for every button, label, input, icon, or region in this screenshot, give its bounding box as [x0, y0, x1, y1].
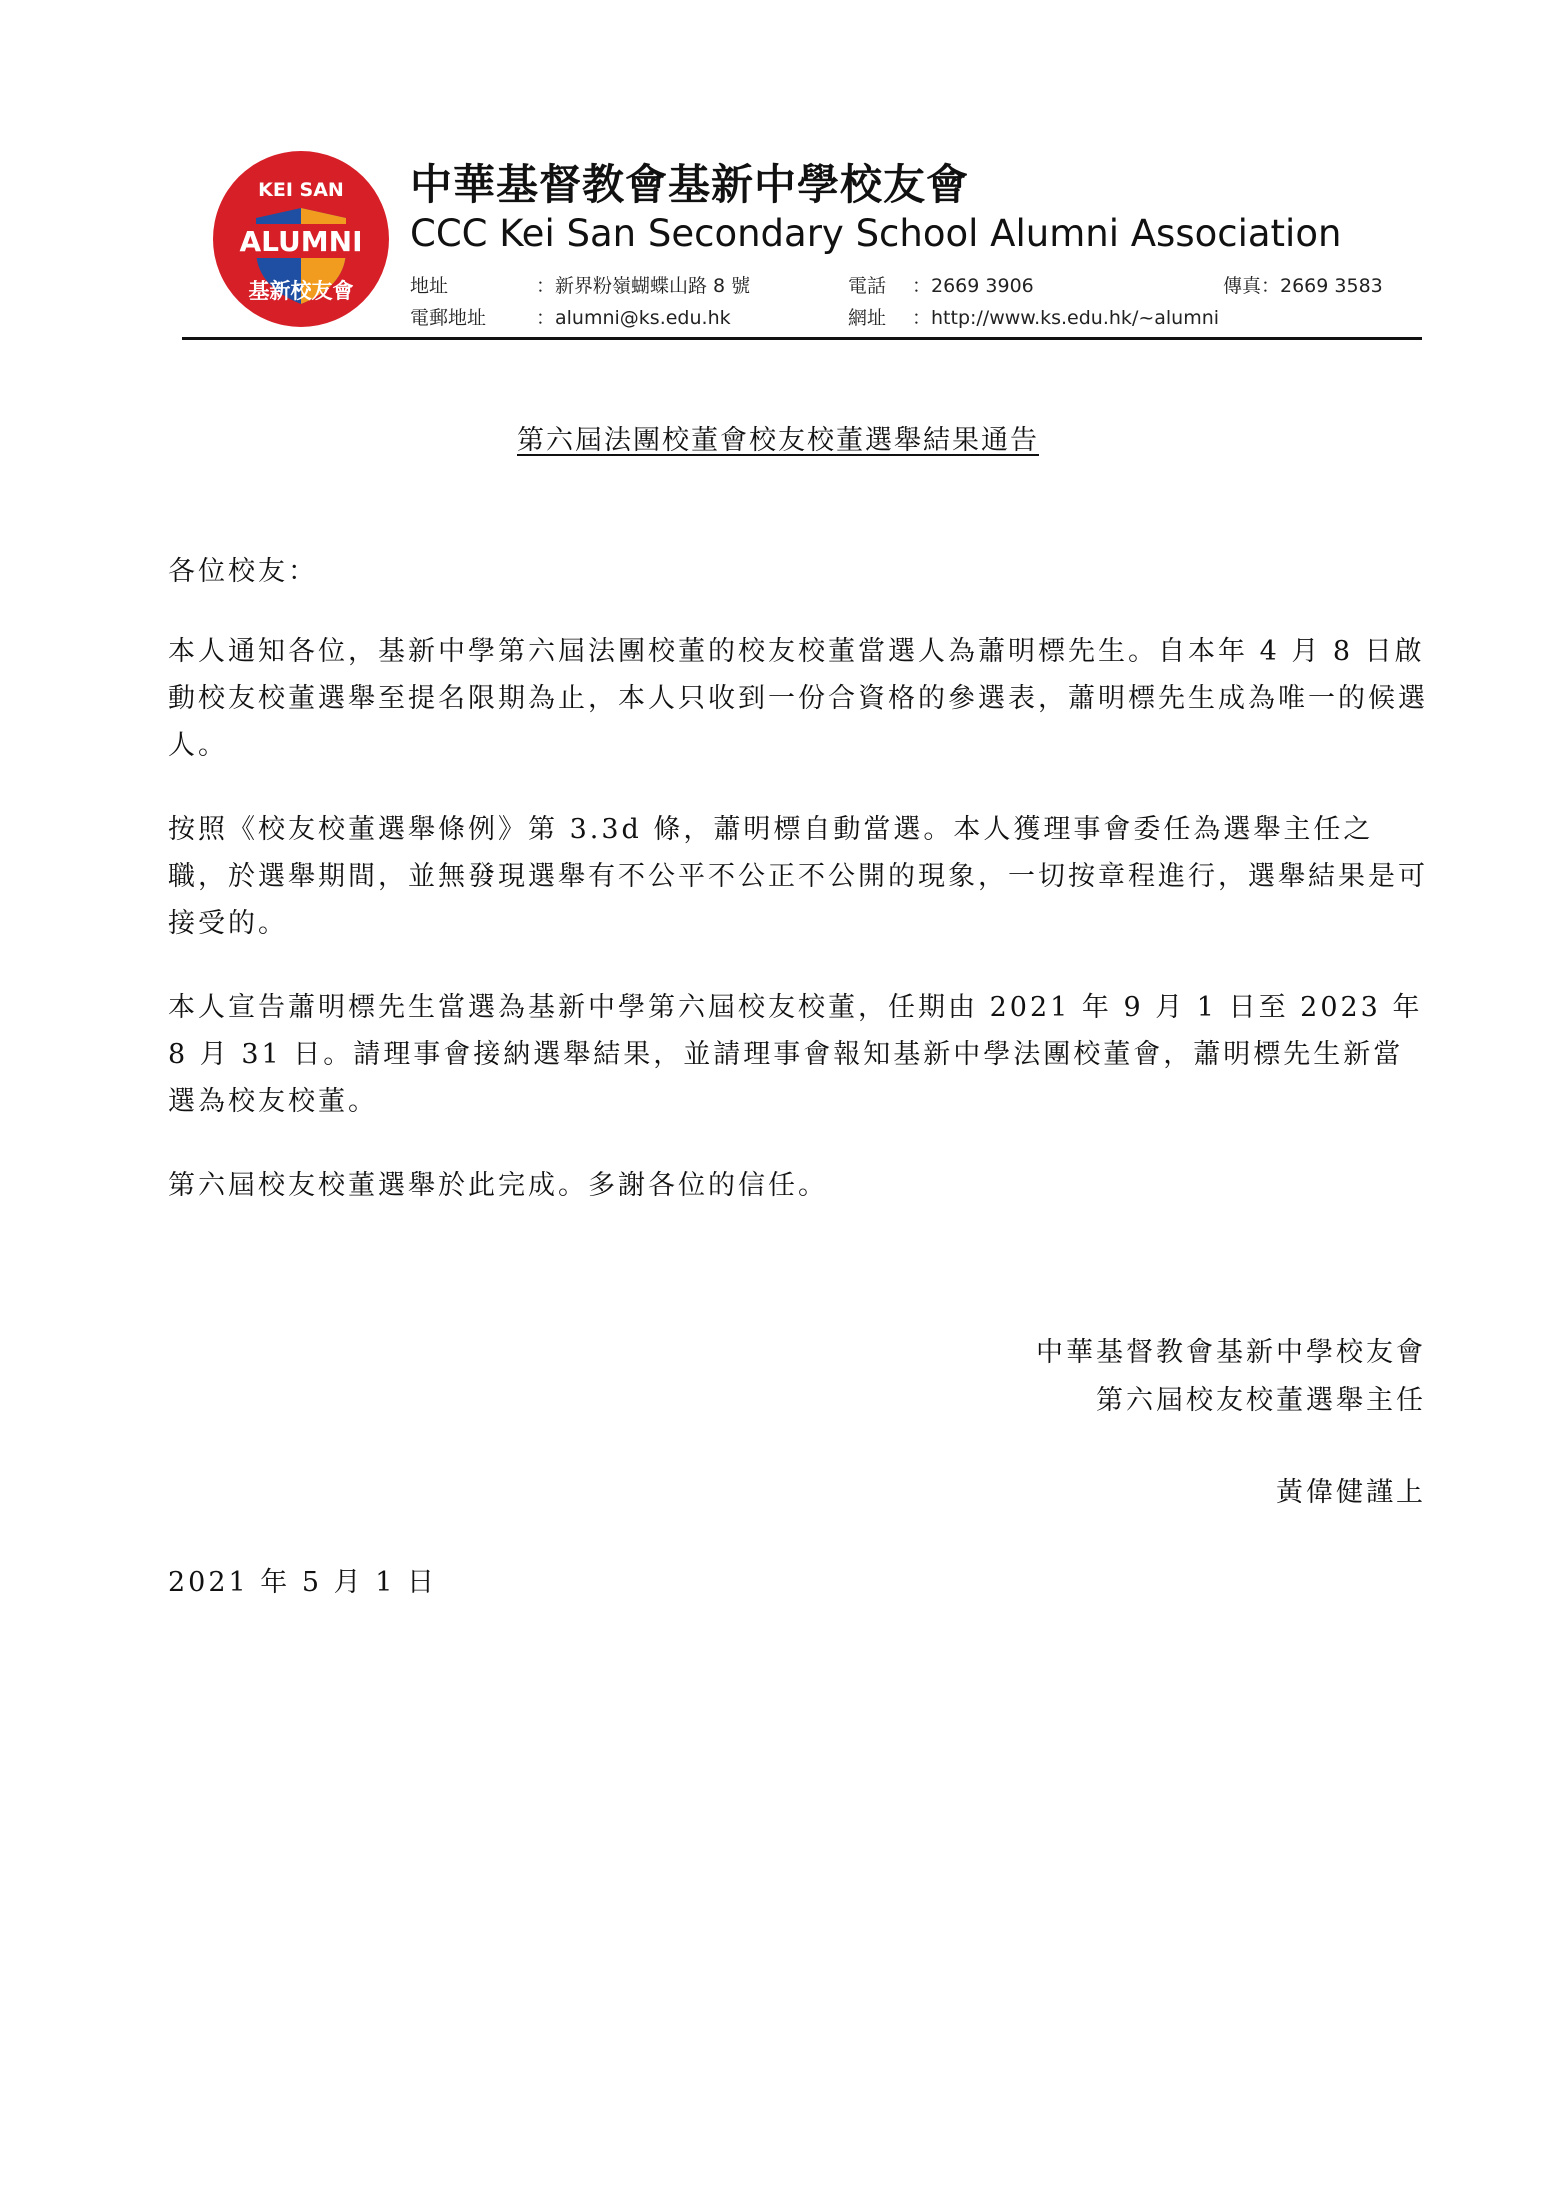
alumni-association-logo: [210, 148, 392, 330]
paragraph-2: 按照《校友校董選舉條例》第 3.3d 條，蕭明標自動當選。本人獲理事會委任為選舉主任之職，於選舉期間，並無發現選舉有不公平不公正不公開的現象，一切按章程進行，選舉結果是可接受的。: [168, 814, 1428, 939]
paragraph-3: 本人宣告蕭明標先生當選為基新中學第六屆校友校董，任期由 2021 年 9 月 1 日至 2023 年 8 月 31 日。請理事會接納選舉結果，並請理事會報知基新中學法團校董會，蕭明標先生新當選為校友校董。: [168, 992, 1423, 1117]
salutation: 各位校友：: [168, 556, 318, 587]
notice-date: 2021 年 5 月 1 日: [168, 1567, 437, 1598]
website-label: 網址: [848, 307, 887, 329]
header-divider: [182, 337, 1422, 340]
logo-middle-text: ALUMNI: [239, 225, 363, 258]
org-name-english: CCC Kei San Secondary School Alumni Association: [410, 212, 1342, 255]
paragraph-1: 本人通知各位，基新中學第六屆法團校董的校友校董當選人為蕭明標先生。自本年 4 月 8 日啟動校友校董選舉至提名限期為止，本人只收到一份合資格的參選表，蕭明標先生成為唯一的候選人。: [168, 636, 1428, 761]
paragraph-4: 第六屆校友校董選舉於此完成。多謝各位的信任。: [168, 1170, 828, 1201]
logo-top-text: KEI SAN: [258, 179, 344, 201]
phone-label: 電話: [848, 275, 887, 297]
logo-bottom-text: 基新校友會: [248, 279, 354, 303]
signoff-organization: 中華基督教會基新中學校友會: [1036, 1337, 1426, 1368]
phone-value: ：2669 3906: [912, 275, 1034, 297]
signoff-name: 黃偉健謹上: [1276, 1477, 1426, 1508]
notice-title: 第六屆法團校董會校友校董選舉結果通告: [517, 425, 1039, 456]
signoff-role: 第六屆校友校董選舉主任: [1096, 1385, 1426, 1416]
address-label: 地址: [410, 275, 449, 297]
fax-info: 傳真：2669 3583: [1223, 275, 1383, 297]
org-name-chinese: 中華基督教會基新中學校友會: [410, 160, 970, 209]
address-value: ：新界粉嶺蝴蝶山路 8 號: [536, 275, 751, 297]
website-value[interactable]: ：http://www.ks.edu.hk/~alumni: [912, 307, 1220, 329]
email-label: 電郵地址: [410, 307, 487, 329]
email-value[interactable]: ：alumni@ks.edu.hk: [536, 307, 731, 329]
